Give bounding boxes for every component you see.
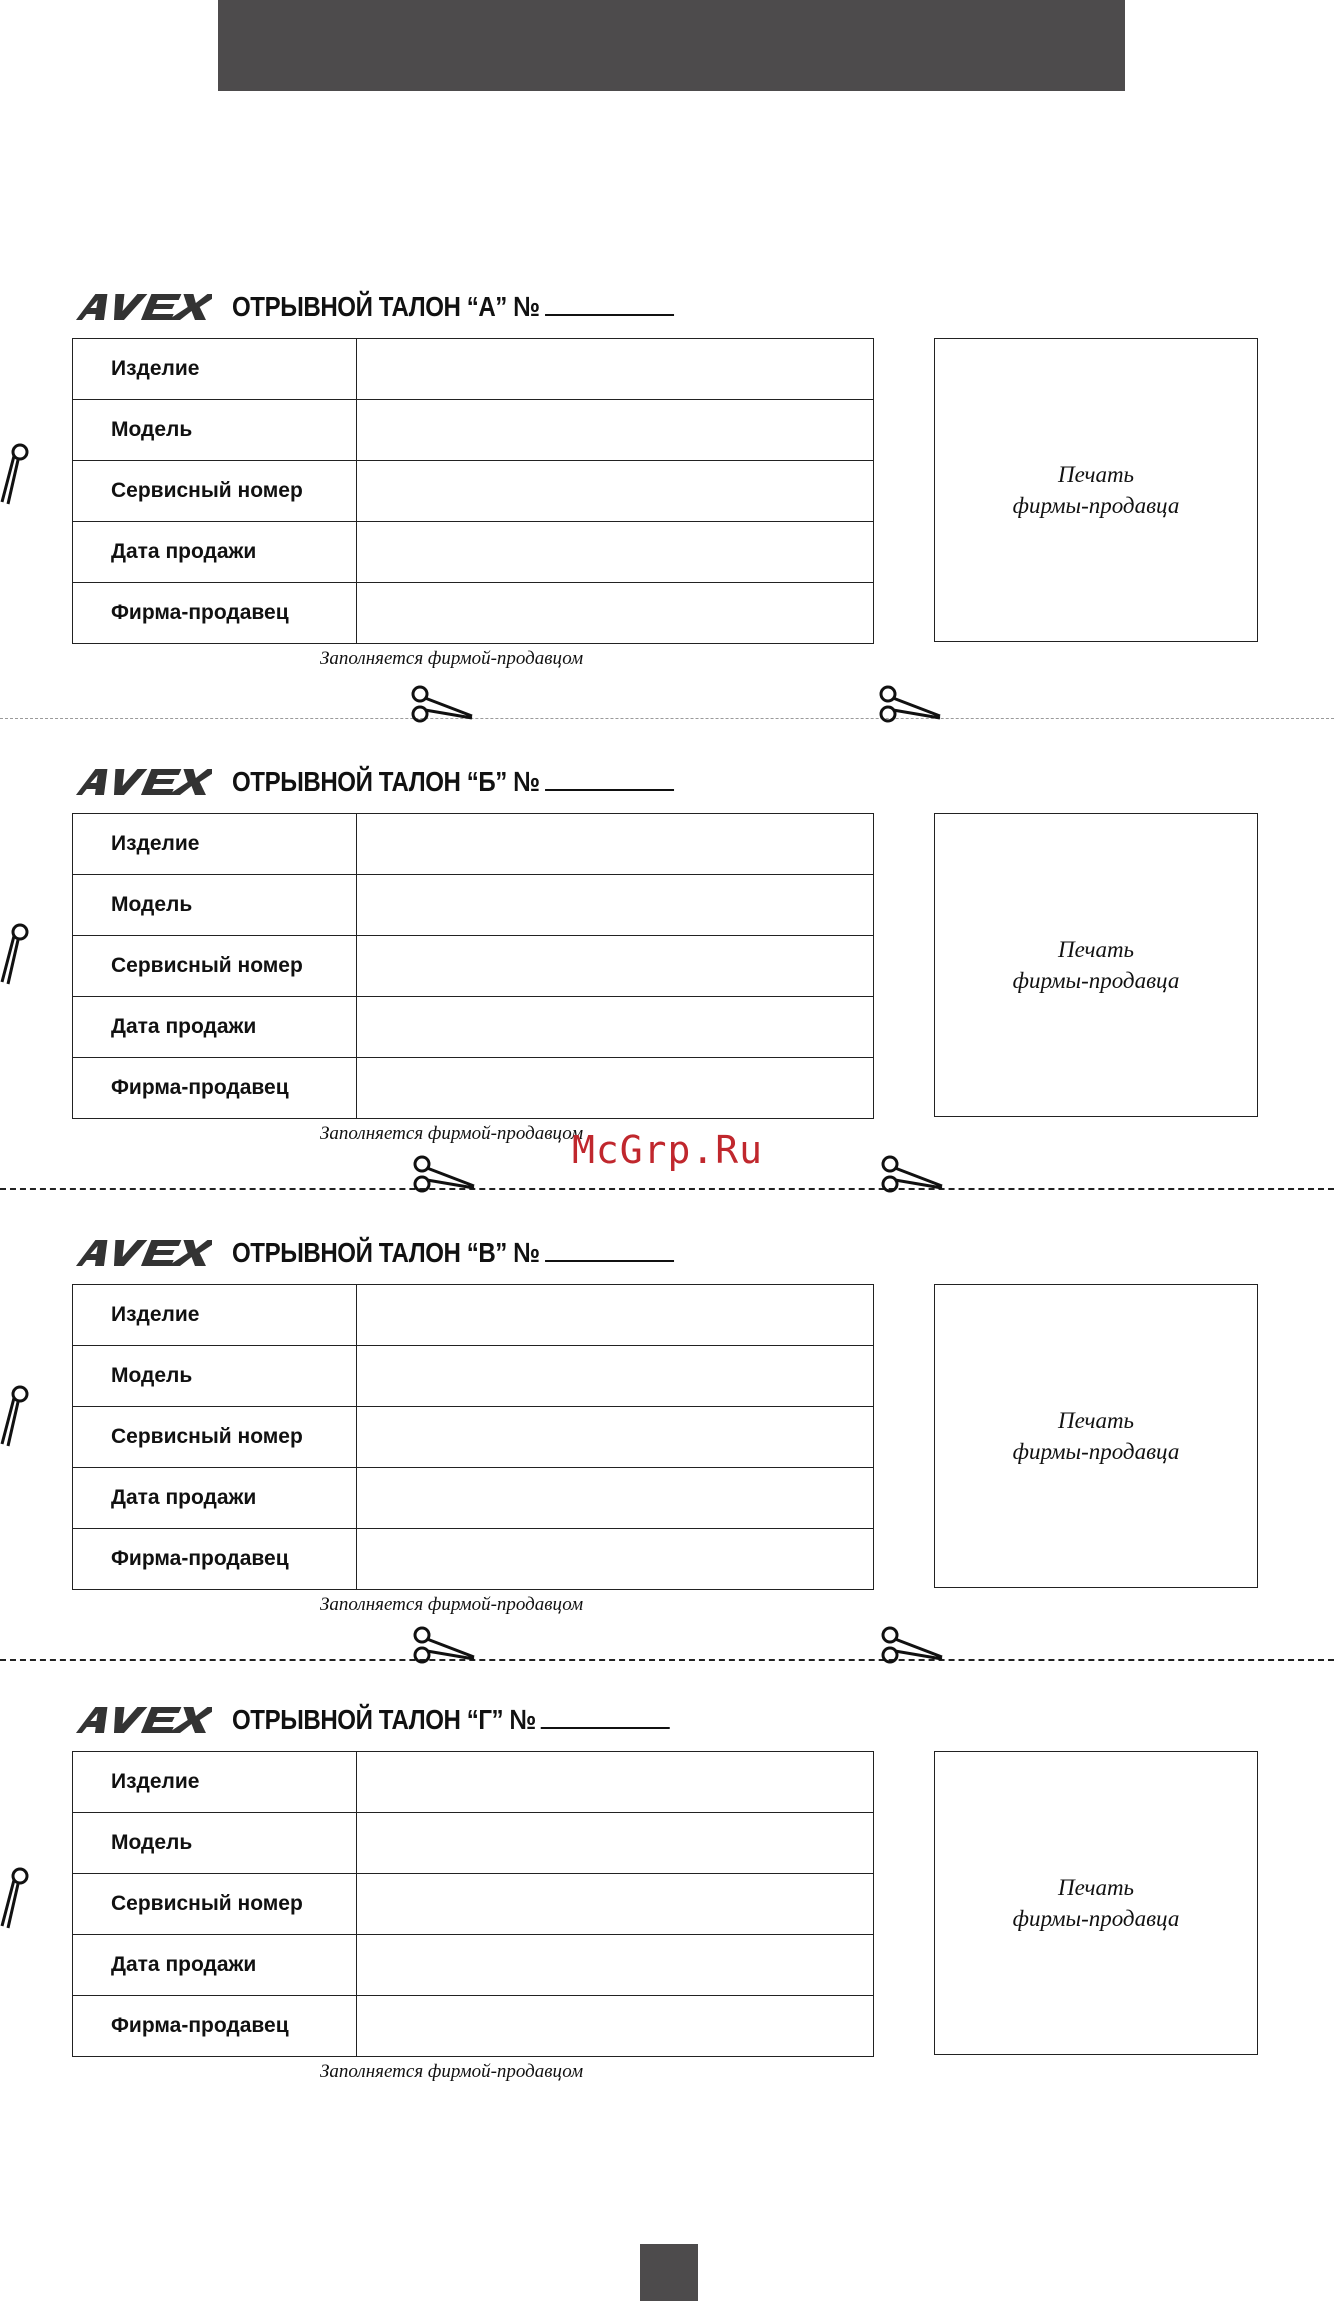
scissors-icon — [0, 1864, 32, 1930]
coupon-header — [72, 762, 746, 802]
scissors-icon — [876, 1625, 946, 1665]
stamp-text: фирмы-продавца — [1012, 1906, 1180, 1931]
table-row — [73, 997, 874, 1058]
input-cell[interactable] — [357, 1058, 874, 1119]
cut-line — [0, 1188, 1334, 1190]
input-cell[interactable] — [357, 1346, 874, 1407]
coupon-header — [72, 1700, 741, 1740]
row-label: Модель — [73, 1813, 357, 1874]
coupon-form-table — [72, 338, 874, 644]
row-label: Дата продажи — [73, 1468, 357, 1529]
row-label: Изделие — [73, 1285, 357, 1346]
row-label: Фирма-продавец — [73, 1996, 357, 2057]
table-row — [73, 814, 874, 875]
row-label: Изделие — [73, 814, 357, 875]
watermark: McGrp.Ru — [572, 1128, 764, 1172]
input-cell[interactable] — [357, 1529, 874, 1590]
stamp-box — [934, 1284, 1258, 1588]
table-row — [73, 1935, 874, 1996]
avex-logo — [72, 1705, 212, 1735]
stamp-text: фирмы-продавца — [1012, 493, 1180, 518]
input-cell[interactable] — [357, 875, 874, 936]
row-label: Фирма-продавец — [73, 1058, 357, 1119]
stamp-text: Печать — [1057, 1875, 1135, 1900]
scissors-icon — [0, 1382, 32, 1448]
cut-line — [0, 1659, 1334, 1661]
stamp-text: Печать — [1057, 462, 1135, 487]
stamp-text: фирмы-продавца — [1012, 968, 1180, 993]
row-label: Дата продажи — [73, 522, 357, 583]
row-label: Модель — [73, 400, 357, 461]
scissors-icon — [408, 1154, 478, 1194]
input-cell[interactable] — [357, 1407, 874, 1468]
table-row — [73, 339, 874, 400]
coupon-form-table — [72, 813, 874, 1119]
stamp-text: Печать — [1057, 937, 1135, 962]
row-label: Дата продажи — [73, 997, 357, 1058]
table-row — [73, 1752, 874, 1813]
stamp-text: Печать — [1057, 1408, 1135, 1433]
coupon-a — [0, 287, 1334, 667]
scissors-icon — [0, 440, 32, 506]
header-bar — [218, 0, 1125, 91]
table-row — [73, 875, 874, 936]
row-label: Модель — [73, 875, 357, 936]
coupon-v — [0, 1233, 1334, 1613]
scissors-icon — [0, 920, 32, 986]
stamp-box — [934, 1751, 1258, 2055]
table-row — [73, 400, 874, 461]
table-row — [73, 1813, 874, 1874]
input-cell[interactable] — [357, 936, 874, 997]
row-label: Фирма-продавец — [73, 583, 357, 644]
table-row — [73, 1996, 874, 2057]
avex-logo — [72, 767, 212, 797]
stamp-box — [934, 338, 1258, 642]
input-cell[interactable] — [357, 522, 874, 583]
input-cell[interactable] — [357, 1285, 874, 1346]
scissors-icon — [408, 1625, 478, 1665]
row-label: Изделие — [73, 339, 357, 400]
table-row — [73, 1346, 874, 1407]
coupon-title: ОТРЫВНОЙ ТАЛОН “А” № — [232, 291, 674, 323]
table-row — [73, 1058, 874, 1119]
coupon-form-table — [72, 1284, 874, 1590]
coupon-header — [72, 1233, 746, 1273]
input-cell[interactable] — [357, 461, 874, 522]
scissors-icon — [876, 1154, 946, 1194]
input-cell[interactable] — [357, 400, 874, 461]
input-cell[interactable] — [357, 1813, 874, 1874]
input-cell[interactable] — [357, 1468, 874, 1529]
fill-note: Заполняется фирмой-продавцом — [320, 2061, 584, 2082]
fill-note: Заполняется фирмой-продавцом — [320, 648, 584, 669]
row-label: Изделие — [73, 1752, 357, 1813]
table-row — [73, 1874, 874, 1935]
row-label: Сервисный номер — [73, 936, 357, 997]
table-row — [73, 936, 874, 997]
coupon-title: ОТРЫВНОЙ ТАЛОН “Г” № — [232, 1704, 670, 1736]
input-cell[interactable] — [357, 339, 874, 400]
coupon-form-table — [72, 1751, 874, 2057]
scissors-icon — [406, 684, 476, 724]
avex-logo — [72, 292, 212, 322]
input-cell[interactable] — [357, 1935, 874, 1996]
table-row — [73, 522, 874, 583]
stamp-text: фирмы-продавца — [1012, 1439, 1180, 1464]
cut-line — [0, 718, 1334, 719]
coupon-header — [72, 287, 746, 327]
fill-note: Заполняется фирмой-продавцом — [320, 1123, 584, 1144]
table-row — [73, 1529, 874, 1590]
row-label: Фирма-продавец — [73, 1529, 357, 1590]
input-cell[interactable] — [357, 1874, 874, 1935]
avex-logo — [72, 1238, 212, 1268]
row-label: Сервисный номер — [73, 1407, 357, 1468]
scissors-icon — [874, 684, 944, 724]
table-row — [73, 1468, 874, 1529]
input-cell[interactable] — [357, 1996, 874, 2057]
row-label: Сервисный номер — [73, 461, 357, 522]
row-label: Дата продажи — [73, 1935, 357, 1996]
coupon-title: ОТРЫВНОЙ ТАЛОН “Б” № — [232, 766, 674, 798]
row-label: Модель — [73, 1346, 357, 1407]
row-label: Сервисный номер — [73, 1874, 357, 1935]
table-row — [73, 461, 874, 522]
input-cell[interactable] — [357, 583, 874, 644]
coupon-b — [0, 762, 1334, 1142]
page-number-box — [640, 2244, 698, 2301]
table-row — [73, 583, 874, 644]
table-row — [73, 1285, 874, 1346]
stamp-box — [934, 813, 1258, 1117]
coupon-g — [0, 1700, 1334, 2080]
input-cell[interactable] — [357, 1752, 874, 1813]
input-cell[interactable] — [357, 814, 874, 875]
table-row — [73, 1407, 874, 1468]
input-cell[interactable] — [357, 997, 874, 1058]
coupon-title: ОТРЫВНОЙ ТАЛОН “В” № — [232, 1237, 674, 1269]
fill-note: Заполняется фирмой-продавцом — [320, 1594, 584, 1615]
